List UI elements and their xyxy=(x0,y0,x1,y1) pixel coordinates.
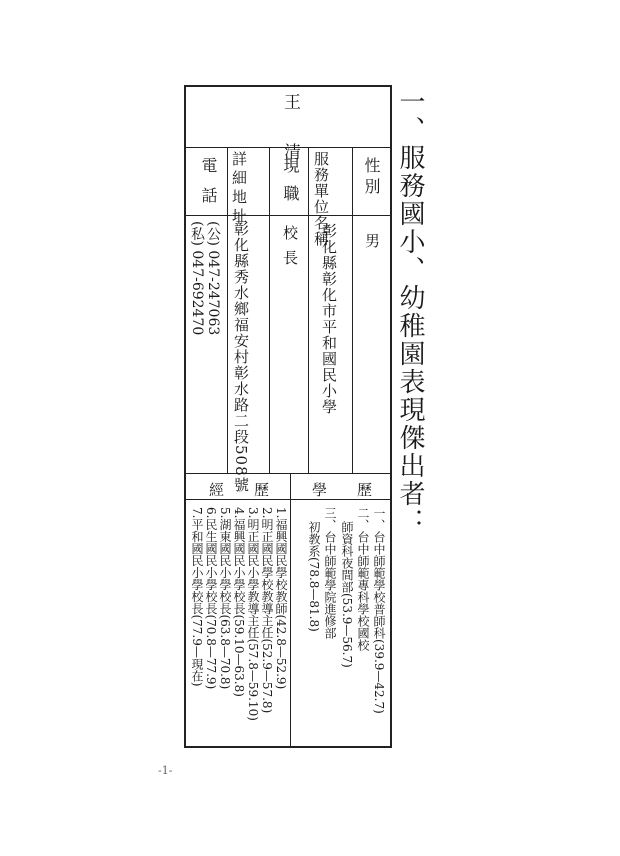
divider xyxy=(290,473,291,748)
divider xyxy=(186,473,390,474)
page-heading: 一、服務國小、幼稚園表現傑出者： xyxy=(395,88,425,536)
address-label xyxy=(230,151,268,227)
education-item: 師資科夜間部(53.9—56.7) xyxy=(340,521,354,668)
education-item: 二、台中師範專科學校國校 xyxy=(356,507,370,651)
school-label xyxy=(312,151,350,247)
position-value: 校長 xyxy=(281,225,299,275)
education-item: 一、台中師範學校普師科(39.9—42.7) xyxy=(372,507,386,714)
page-number: -1- xyxy=(158,764,173,777)
gender-value: 男 xyxy=(363,233,381,249)
divider xyxy=(269,147,270,473)
experience-item: 6.民生國民小學校長(70.8—77.9) xyxy=(204,507,218,690)
phone-office: (公) 047-247063 xyxy=(205,221,221,336)
name-cell xyxy=(186,87,390,168)
divider xyxy=(308,147,309,473)
address-label-text: 詳細地址 xyxy=(230,151,248,227)
experience-header: 經 歷 xyxy=(208,481,269,499)
school-value: 彰化縣彰化市平和國民小學 xyxy=(320,223,338,415)
experience-item: 7.平和國民小學校長(77.9—現在) xyxy=(190,507,204,687)
position-label: 現職 xyxy=(281,157,300,213)
experience-item: 2.明正國民學校教導主任(52.9—57.8) xyxy=(260,507,274,714)
profile-card xyxy=(184,85,392,748)
education-item: 三、台中師範學院進修部 xyxy=(323,507,337,639)
experience-item: 3.明正國民小學教導主任(57.8—59.10) xyxy=(246,507,260,721)
education-header: 學 歷 xyxy=(311,481,372,499)
education-item: 初教系(78.8—81.8) xyxy=(307,521,321,632)
phone-label: 電話 xyxy=(199,157,218,217)
school-label-text: 服務單位名稱 xyxy=(312,151,330,247)
divider xyxy=(227,147,228,473)
experience-item: 1.福興國民學校教師(42.8—52.9) xyxy=(274,507,288,690)
experience-item: 5.湖東國民小學校長(63.8—70.8) xyxy=(218,507,232,690)
gender-label: 性別 xyxy=(362,157,381,199)
person-name: 王 清 xyxy=(280,93,300,168)
phone-home: (私) 047-692470 xyxy=(189,221,205,336)
divider xyxy=(352,147,353,473)
address-value: 彰化縣秀水鄉福安村彰水路二段508號 xyxy=(232,221,250,493)
experience-item: 4.福興國民小學校長(59.10—63.8) xyxy=(232,507,246,697)
